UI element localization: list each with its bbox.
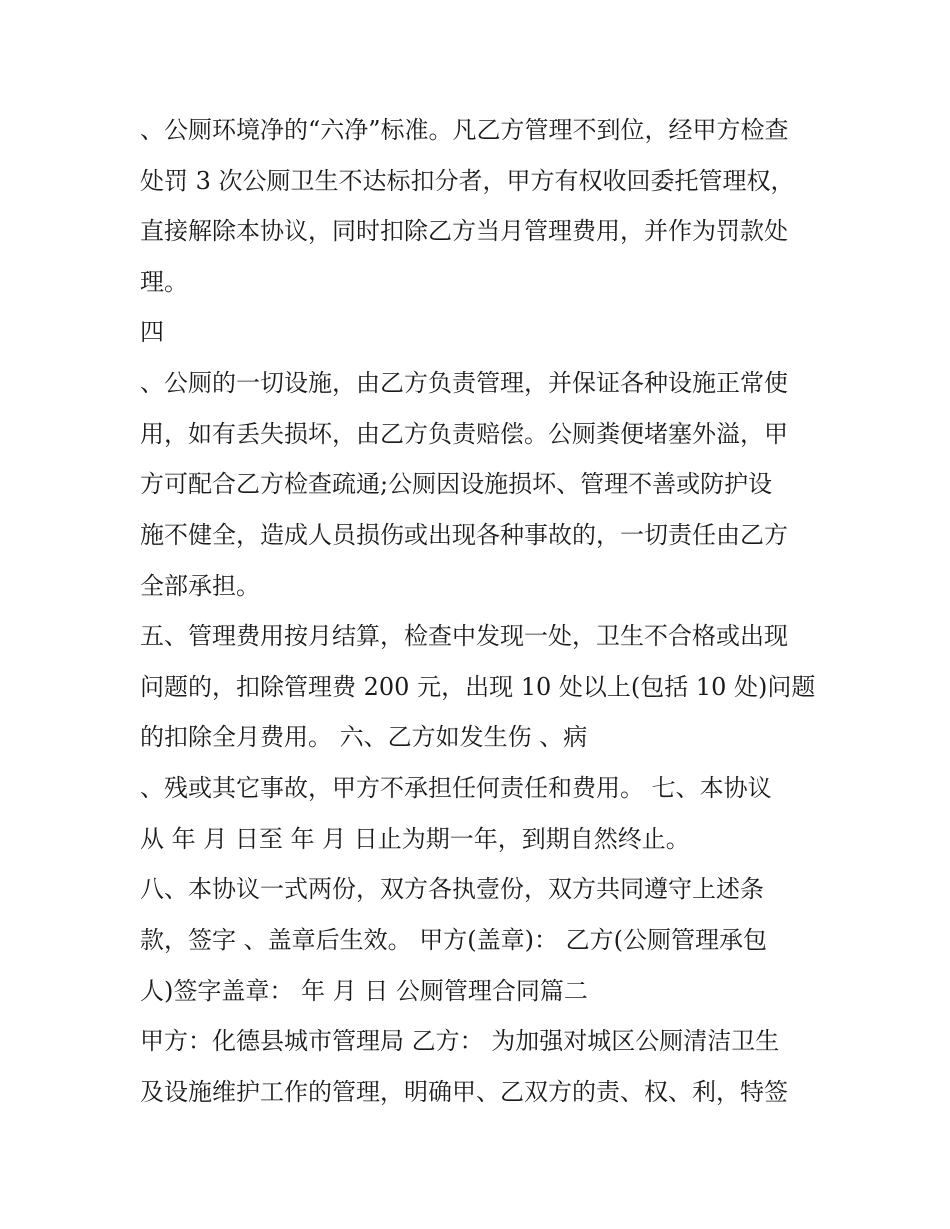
text-line: 的扣除全月费用。 六、乙方如发生伤 、病 xyxy=(140,723,588,751)
text-line: 用，如有丢失损坏，由乙方负责赔偿。公厕粪便堵塞外溢，甲 xyxy=(140,420,788,448)
text-line: 、公厕的一切设施，由乙方负责管理，并保证各种设施正常使 xyxy=(140,369,788,397)
text-line: 、公厕环境净的“六净”标准。凡乙方管理不到位，经甲方检查 xyxy=(140,116,789,144)
text-line: 、残或其它事故，甲方不承担任何责任和费用。 七、本协议 xyxy=(140,774,772,802)
text-line: 全部承担。 xyxy=(140,572,260,600)
text-line: 从 年 月 日至 年 月 日止为期一年，到期自然终止。 xyxy=(140,825,690,853)
text-line: 方可配合乙方检查疏通;公厕因设施损坏、管理不善或防护设 xyxy=(140,470,773,498)
text-line: 五、管理费用按月结算，检查中发现一处，卫生不合格或出现 xyxy=(140,622,788,650)
text-line: 人)签字盖章： 年 月 日 公厕管理合同篇二 xyxy=(140,977,588,1005)
text-line: 八、本协议一式两份，双方各执壹份，双方共同遵守上述条 xyxy=(140,875,764,903)
text-line: 问题的，扣除管理费 200 元，出现 10 处以上(包括 10 处)问题 xyxy=(140,673,816,701)
text-line: 款，签字 、盖章后生效。 甲方(盖章)： 乙方(公厕管理承包 xyxy=(140,926,767,954)
text-line: 直接解除本协议，同时扣除乙方当月管理费用，并作为罚款处 xyxy=(140,217,788,245)
text-line: 四 xyxy=(140,318,164,346)
text-line: 处罚 3 次公厕卫生不达标扣分者，甲方有权收回委托管理权， xyxy=(140,167,795,195)
text-line: 施不健全，造成人员损伤或出现各种事故的，一切责任由乙方 xyxy=(140,521,788,549)
text-line: 甲方：化德县城市管理局 乙方： 为加强对城区公厕清洁卫生 xyxy=(140,1027,780,1055)
text-line: 理。 xyxy=(140,268,188,296)
text-line: 及设施维护工作的管理，明确甲、乙双方的责、权、利，特签 xyxy=(140,1078,788,1106)
